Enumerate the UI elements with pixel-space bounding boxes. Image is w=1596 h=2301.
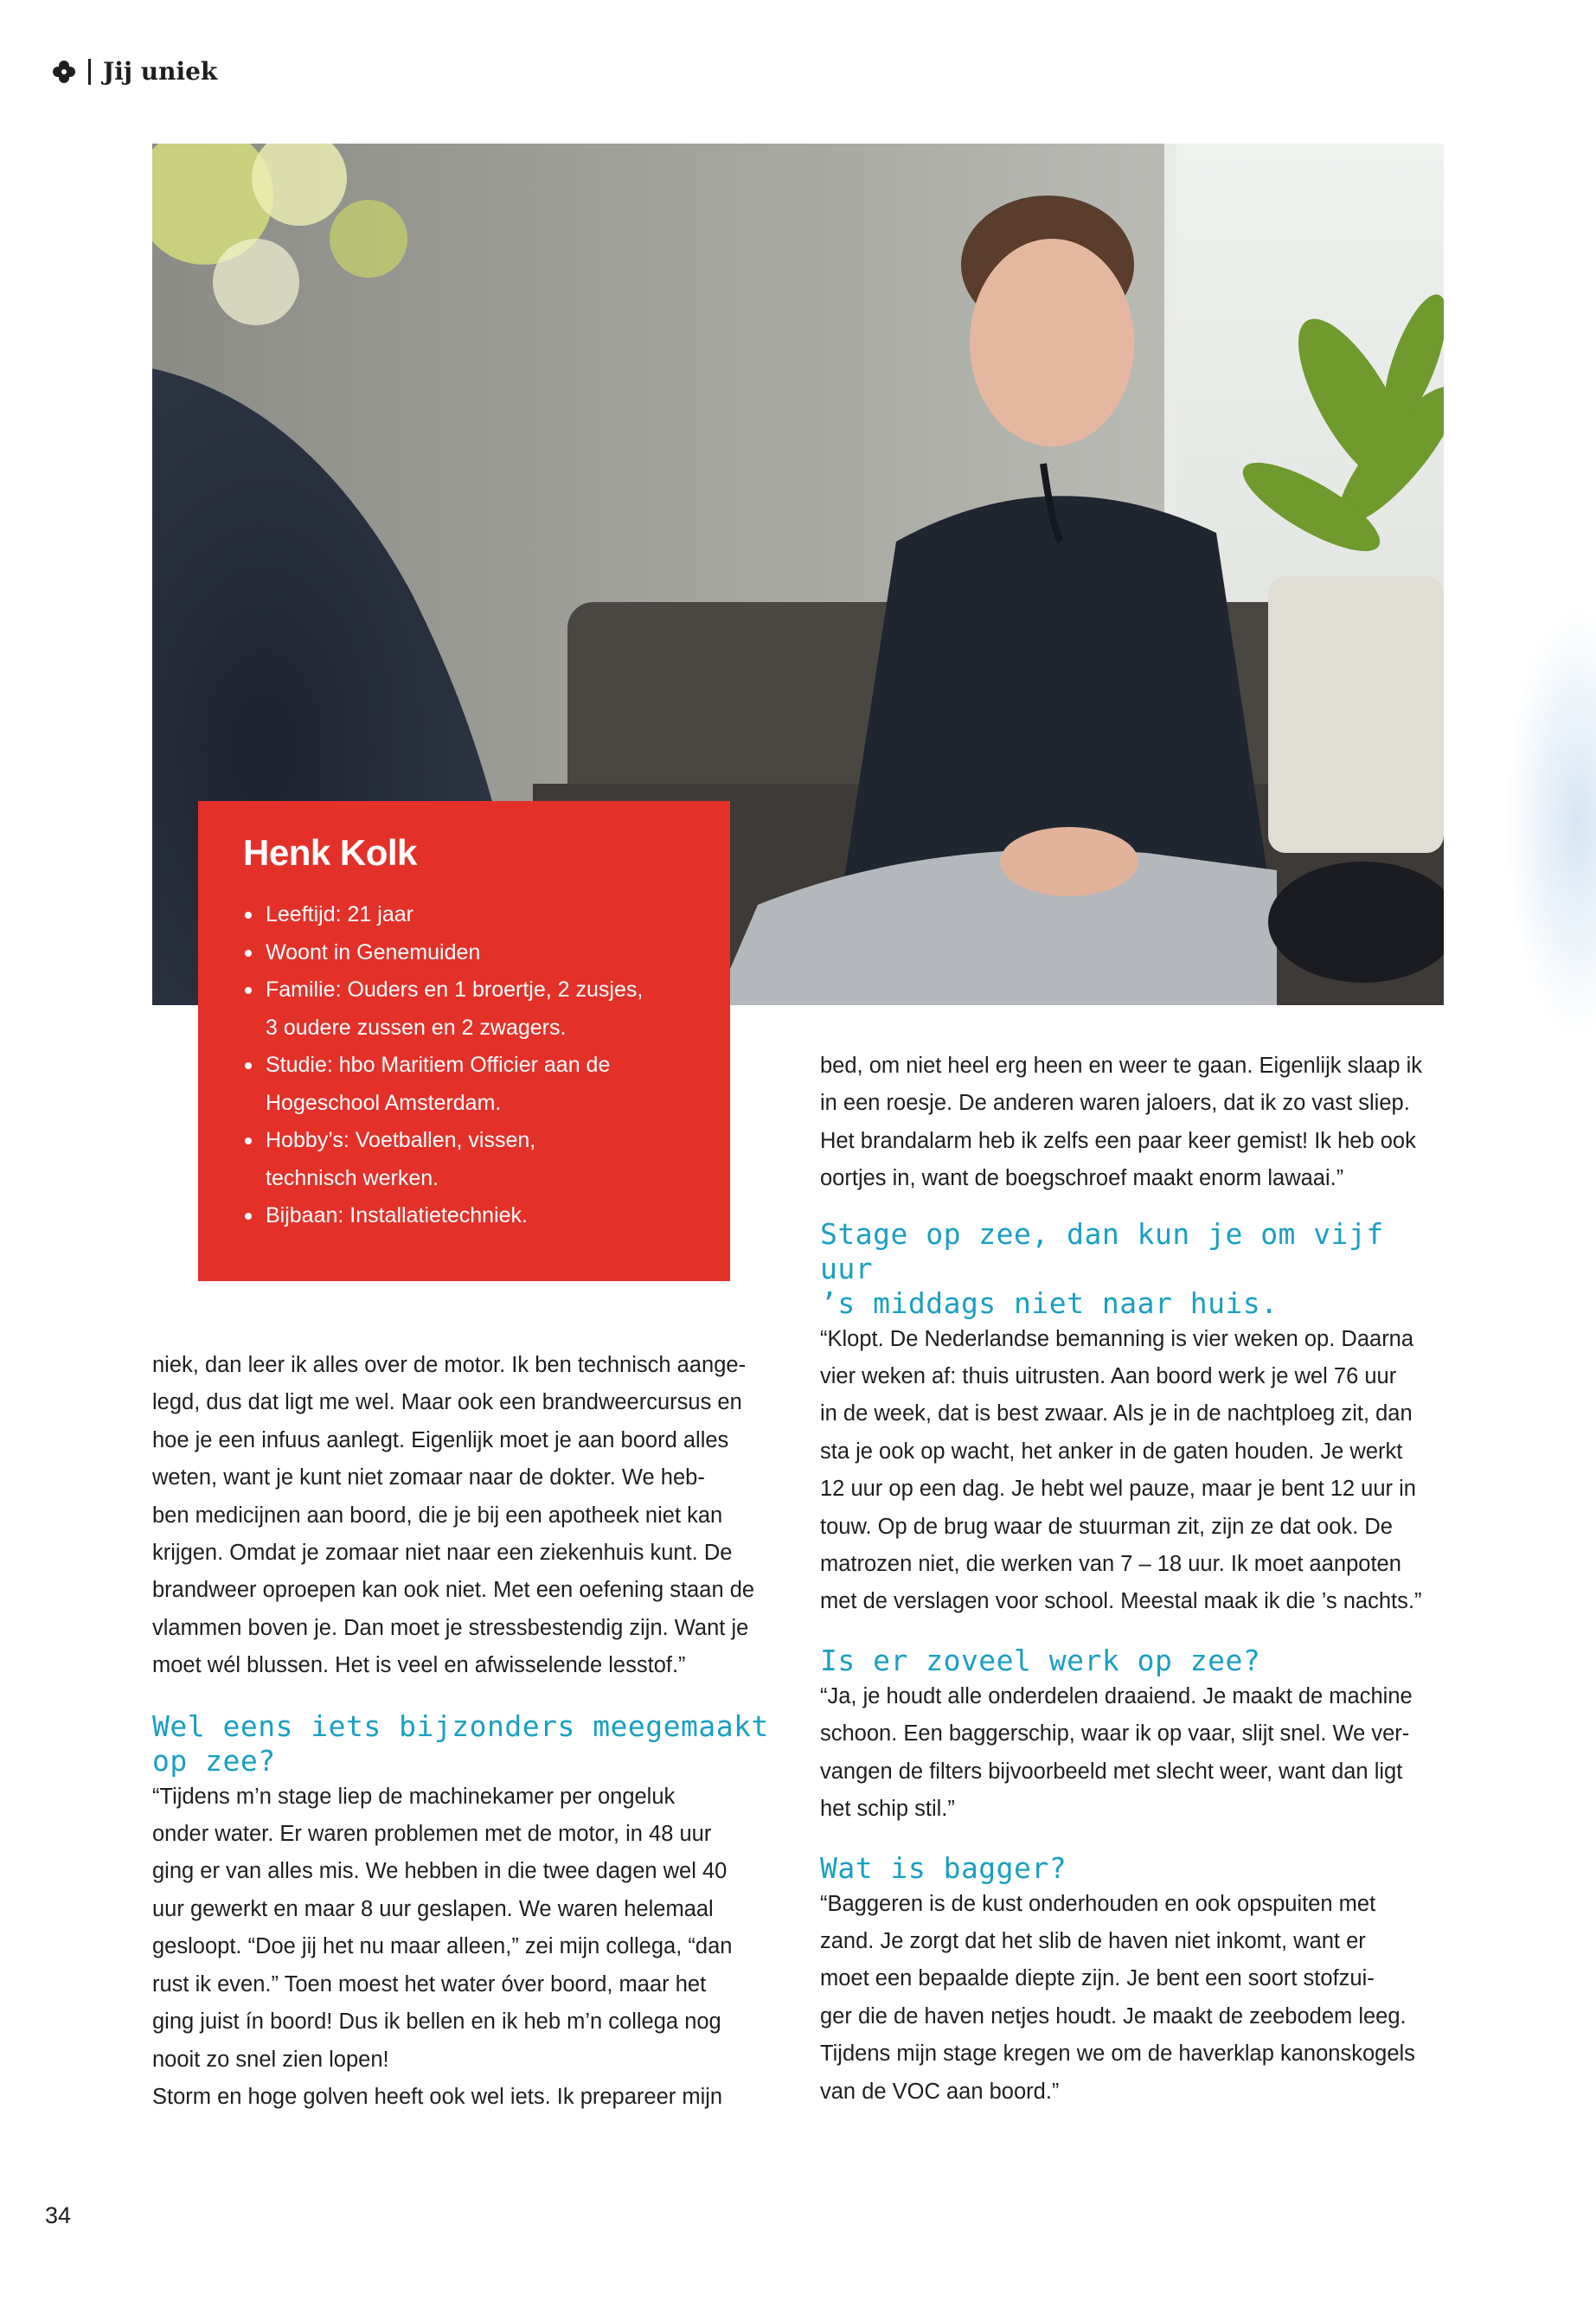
question-heading: Stage op zee, dan kun je om vijf uur ’s middags niet naar huis. <box>820 1216 1384 1320</box>
left-column <box>152 1347 775 2116</box>
fact-study: Studie: hbo Maritiem Officier aan de Hogeschool Amsterdam. <box>266 1047 687 1122</box>
question-heading: Wel eens iets bijzonders meegemaakt op zee? <box>152 1708 769 1778</box>
decorative-wash <box>1505 606 1596 1038</box>
continued-paragraph: bed, om niet heel erg heen en weer te gaan. Eigenlijk slaap ik in een roesje. De anderen waren jaloers, dat ik zo vast sliep. Het brandalarm heb ik zelfs een paar keer gemist! Ik heb ook oortjes in, want de boegschroef maakt enorm lawaai.” <box>820 1054 1423 1191</box>
answer-paragraph: “Baggeren is de kust onderhouden en ook opspuiten met zand. Je zorgt dat het slib de haven niet inkomt, want er moet een bepaalde diepte zijn. Je bent een soort stofzui- ger die de haven netjes houdt. Je maakt de zeebodem leeg. Tijdens mijn stage kregen we om de haverklap kanonskogels van de VOC aan boord.” <box>820 1891 1415 2104</box>
page-number: 34 <box>45 2202 72 2228</box>
fact-age: Leeftijd: 21 jaar <box>266 896 687 934</box>
answer-paragraph: “Klopt. De Nederlandse bemanning is vier weken op. Daarna vier weken af: thuis uitrusten. Aan boord werk je wel 76 uur in de week, dat is best zwaar. Als je in de nachtploeg zit, dan sta je ook op wacht, het anker in de gaten houden. Je werkt 12 uur op een dag. Je hebt wel pauze, maar je bent 12 uur in touw. Op de brug waar de stuurman zit, zijn ze dat ook. De matrozen niet, die werken van 7 – 18 uur. Ik moet aanpoten met de verslagen voor school. Meestal maak ik die ’s nachts.” <box>820 1326 1422 1614</box>
answer-paragraph: “Ja, je houdt alle onderdelen draaiend. Je maakt de machine schoon. Een baggerschip, waar ik op vaar, slijt snel. We ver- vangen de filters bijvoorbeeld met slecht weer, want dan ligt het schip stil.” <box>820 1683 1413 1822</box>
profile-facts <box>243 896 687 1235</box>
answer-paragraph: “Tijdens m’n stage liep de machinekamer per ongeluk onder water. Er waren problemen met de motor, in 48 uur ging er van alles mis. We hebben in die twee dagen wel 40 uur gewerkt en maar 8 uur geslapen. We waren helemaal gesloopt. “Doe jij het nu maar alleen,” zei mijn collega, “dan rust ik even.” Toen moest het water óver boord, maar het ging juist ín boord! Dus ik bellen en ik heb m’n collega nog nooit zo snel zien lopen! Storm en hoge golven heeft ook wel iets. Ik prepareer mijn <box>152 1784 733 2109</box>
fact-side-job: Bijbaan: Installatietechniek. <box>266 1197 687 1235</box>
fact-hobbies: Hobby’s: Voetballen, vissen, technisch werken. <box>266 1122 687 1197</box>
section-title: Jij uniek <box>103 57 218 86</box>
intro-paragraph: niek, dan leer ik alles over de motor. Ik ben technisch aange- legd, dus dat ligt me wel. Maar ook een brandweercursus en hoe je een infuus aanlegt. Eigenlijk moet je aan boord alles weten, want je kunt niet zomaar naar de dokter. We heb- ben medicijnen aan boord, die je bij een apotheek niet kan krijgen. Omdat je zomaar niet naar een ziekenhuis kunt. De brandweer oproepen kan ook niet. Met een oefening staan de vlammen boven je. Dan moet je stressbestendig zijn. Want je moet wél blussen. Het is veel en afwisselende lesstof.” <box>152 1353 755 1678</box>
right-column <box>820 1048 1445 2111</box>
flower-icon <box>52 60 76 84</box>
header-divider <box>88 59 91 85</box>
section-header <box>52 57 217 86</box>
profile-name: Henk Kolk <box>243 832 417 873</box>
profile-box <box>198 801 730 1281</box>
fact-family: Familie: Ouders en 1 broertje, 2 zusjes, 3 oudere zussen en 2 zwagers. <box>266 971 687 1047</box>
question-heading: Is er zoveel werk op zee? <box>820 1643 1261 1677</box>
question-heading: Wat is bagger? <box>820 1850 1067 1885</box>
fact-residence: Woont in Genemuiden <box>266 934 687 972</box>
